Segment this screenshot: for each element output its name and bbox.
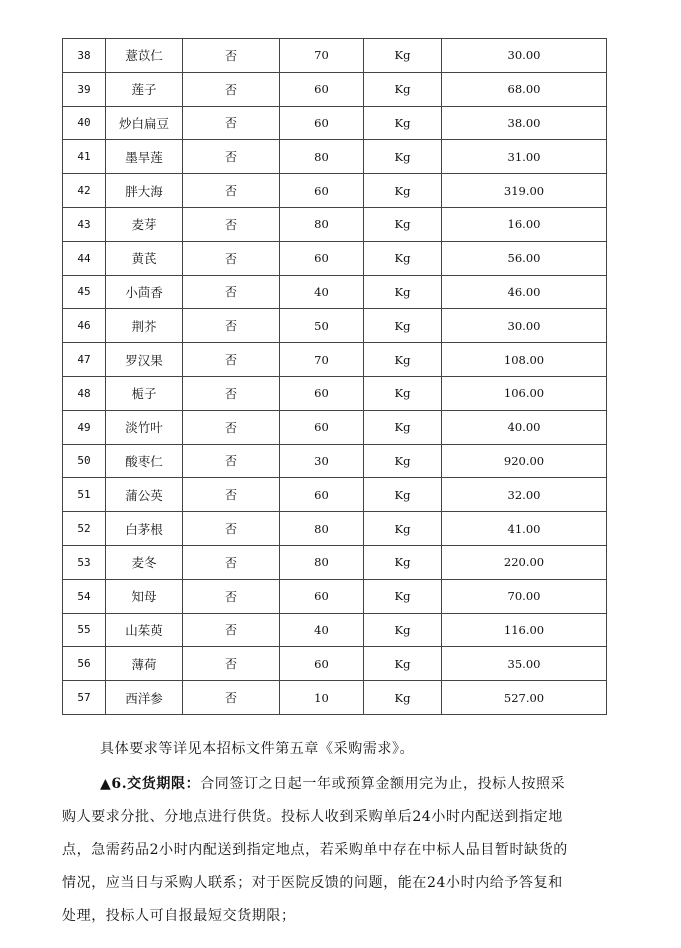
delivery-text-line: 合同签订之日起一年或预算金额用完为止，投标人按照采 [200, 776, 566, 792]
import-flag-cell: 否 [183, 647, 280, 681]
materials-table [62, 38, 607, 715]
unit-cell: Kg [364, 241, 442, 275]
row-number-cell: 43 [63, 207, 106, 241]
quantity-cell: 80 [280, 545, 364, 579]
unit-price-cell: 38.00 [442, 106, 607, 140]
delivery-text-line: 处理，投标人可自报最短交货期限； [62, 908, 296, 924]
item-name-cell: 西洋参 [106, 681, 183, 715]
row-number-cell: 39 [63, 72, 106, 106]
quantity-cell: 60 [280, 174, 364, 208]
quantity-cell: 60 [280, 106, 364, 140]
row-number-cell: 42 [63, 174, 106, 208]
unit-cell: Kg [364, 140, 442, 174]
import-flag-cell: 否 [183, 207, 280, 241]
import-flag-cell: 否 [183, 241, 280, 275]
unit-price-cell: 40.00 [442, 410, 607, 444]
quantity-cell: 10 [280, 681, 364, 715]
table-row [63, 241, 607, 275]
table-row [63, 444, 607, 478]
unit-price-cell: 35.00 [442, 647, 607, 681]
unit-cell: Kg [364, 309, 442, 343]
item-name-cell: 白茅根 [106, 512, 183, 546]
unit-cell: Kg [364, 106, 442, 140]
unit-cell: Kg [364, 478, 442, 512]
quantity-cell: 70 [280, 39, 364, 73]
import-flag-cell: 否 [183, 579, 280, 613]
import-flag-cell: 否 [183, 343, 280, 377]
unit-cell: Kg [364, 275, 442, 309]
item-name-cell: 黄芪 [106, 241, 183, 275]
unit-price-cell: 527.00 [442, 681, 607, 715]
unit-price-cell: 56.00 [442, 241, 607, 275]
quantity-cell: 60 [280, 579, 364, 613]
import-flag-cell: 否 [183, 174, 280, 208]
table-row [63, 39, 607, 73]
table-row [63, 647, 607, 681]
unit-price-cell: 31.00 [442, 140, 607, 174]
table-row [63, 343, 607, 377]
item-name-cell: 薄荷 [106, 647, 183, 681]
row-number-cell: 55 [63, 613, 106, 647]
table-row [63, 613, 607, 647]
quantity-cell: 60 [280, 376, 364, 410]
table-row [63, 140, 607, 174]
table-body [63, 39, 607, 715]
table-row [63, 376, 607, 410]
item-name-cell: 淡竹叶 [106, 410, 183, 444]
unit-price-cell: 30.00 [442, 309, 607, 343]
table-row [63, 478, 607, 512]
table-row [63, 681, 607, 715]
unit-cell: Kg [364, 579, 442, 613]
table-row [63, 174, 607, 208]
unit-cell: Kg [364, 681, 442, 715]
table-row [63, 309, 607, 343]
item-name-cell: 墨旱莲 [106, 140, 183, 174]
unit-price-cell: 106.00 [442, 376, 607, 410]
unit-cell: Kg [364, 647, 442, 681]
table-row [63, 410, 607, 444]
delivery-text-line: 点，急需药品2小时内配送到指定地点，若采购单中存在中标人品目暂时缺货的 [62, 842, 568, 858]
unit-cell: Kg [364, 174, 442, 208]
unit-cell: Kg [364, 410, 442, 444]
quantity-cell: 80 [280, 512, 364, 546]
row-number-cell: 56 [63, 647, 106, 681]
item-name-cell: 酸枣仁 [106, 444, 183, 478]
table-row [63, 72, 607, 106]
quantity-cell: 70 [280, 343, 364, 377]
import-flag-cell: 否 [183, 376, 280, 410]
delivery-line-1 [62, 768, 610, 801]
unit-cell: Kg [364, 376, 442, 410]
row-number-cell: 51 [63, 478, 106, 512]
import-flag-cell: 否 [183, 444, 280, 478]
import-flag-cell: 否 [183, 613, 280, 647]
row-number-cell: 49 [63, 410, 106, 444]
delivery-term-paragraph [62, 768, 610, 933]
unit-cell: Kg [364, 39, 442, 73]
quantity-cell: 60 [280, 72, 364, 106]
import-flag-cell: 否 [183, 72, 280, 106]
unit-price-cell: 319.00 [442, 174, 607, 208]
row-number-cell: 53 [63, 545, 106, 579]
row-number-cell: 57 [63, 681, 106, 715]
unit-cell: Kg [364, 444, 442, 478]
table-row [63, 275, 607, 309]
import-flag-cell: 否 [183, 512, 280, 546]
item-name-cell: 山茱萸 [106, 613, 183, 647]
table-row [63, 207, 607, 241]
import-flag-cell: 否 [183, 140, 280, 174]
quantity-cell: 60 [280, 478, 364, 512]
delivery-heading: ▲6.交货期限： [100, 776, 201, 792]
row-number-cell: 50 [63, 444, 106, 478]
import-flag-cell: 否 [183, 545, 280, 579]
item-name-cell: 蒲公英 [106, 478, 183, 512]
import-flag-cell: 否 [183, 106, 280, 140]
unit-price-cell: 116.00 [442, 613, 607, 647]
delivery-text-line: 购人要求分批、分地点进行供货。投标人收到采购单后24小时内配送到指定地 [62, 809, 563, 825]
unit-price-cell: 46.00 [442, 275, 607, 309]
row-number-cell: 45 [63, 275, 106, 309]
quantity-cell: 60 [280, 410, 364, 444]
item-name-cell: 知母 [106, 579, 183, 613]
unit-price-cell: 30.00 [442, 39, 607, 73]
item-name-cell: 薏苡仁 [106, 39, 183, 73]
unit-cell: Kg [364, 545, 442, 579]
unit-cell: Kg [364, 613, 442, 647]
requirements-note: 具体要求等详见本招标文件第五章《采购需求》。 [100, 741, 415, 757]
unit-price-cell: 70.00 [442, 579, 607, 613]
row-number-cell: 40 [63, 106, 106, 140]
item-name-cell: 小茴香 [106, 275, 183, 309]
unit-cell: Kg [364, 343, 442, 377]
unit-price-cell: 108.00 [442, 343, 607, 377]
unit-price-cell: 16.00 [442, 207, 607, 241]
table-row [63, 512, 607, 546]
quantity-cell: 60 [280, 647, 364, 681]
import-flag-cell: 否 [183, 478, 280, 512]
import-flag-cell: 否 [183, 309, 280, 343]
import-flag-cell: 否 [183, 681, 280, 715]
row-number-cell: 41 [63, 140, 106, 174]
quantity-cell: 60 [280, 241, 364, 275]
item-name-cell: 荆芥 [106, 309, 183, 343]
item-name-cell: 麦芽 [106, 207, 183, 241]
unit-price-cell: 32.00 [442, 478, 607, 512]
table-row [63, 545, 607, 579]
unit-price-cell: 68.00 [442, 72, 607, 106]
import-flag-cell: 否 [183, 410, 280, 444]
table-row [63, 579, 607, 613]
row-number-cell: 48 [63, 376, 106, 410]
item-name-cell: 胖大海 [106, 174, 183, 208]
unit-price-cell: 220.00 [442, 545, 607, 579]
item-name-cell: 麦冬 [106, 545, 183, 579]
row-number-cell: 46 [63, 309, 106, 343]
quantity-cell: 40 [280, 275, 364, 309]
unit-cell: Kg [364, 207, 442, 241]
row-number-cell: 52 [63, 512, 106, 546]
delivery-text-line: 情况，应当日与采购人联系；对于医院反馈的问题，能在24小时内给予答复和 [62, 875, 563, 891]
quantity-cell: 40 [280, 613, 364, 647]
row-number-cell: 54 [63, 579, 106, 613]
row-number-cell: 38 [63, 39, 106, 73]
unit-price-cell: 920.00 [442, 444, 607, 478]
unit-cell: Kg [364, 512, 442, 546]
quantity-cell: 80 [280, 207, 364, 241]
item-name-cell: 炒白扁豆 [106, 106, 183, 140]
item-name-cell: 罗汉果 [106, 343, 183, 377]
import-flag-cell: 否 [183, 39, 280, 73]
row-number-cell: 44 [63, 241, 106, 275]
table-row [63, 106, 607, 140]
row-number-cell: 47 [63, 343, 106, 377]
quantity-cell: 50 [280, 309, 364, 343]
item-name-cell: 莲子 [106, 72, 183, 106]
quantity-cell: 80 [280, 140, 364, 174]
unit-cell: Kg [364, 72, 442, 106]
quantity-cell: 30 [280, 444, 364, 478]
import-flag-cell: 否 [183, 275, 280, 309]
unit-price-cell: 41.00 [442, 512, 607, 546]
item-name-cell: 栀子 [106, 376, 183, 410]
